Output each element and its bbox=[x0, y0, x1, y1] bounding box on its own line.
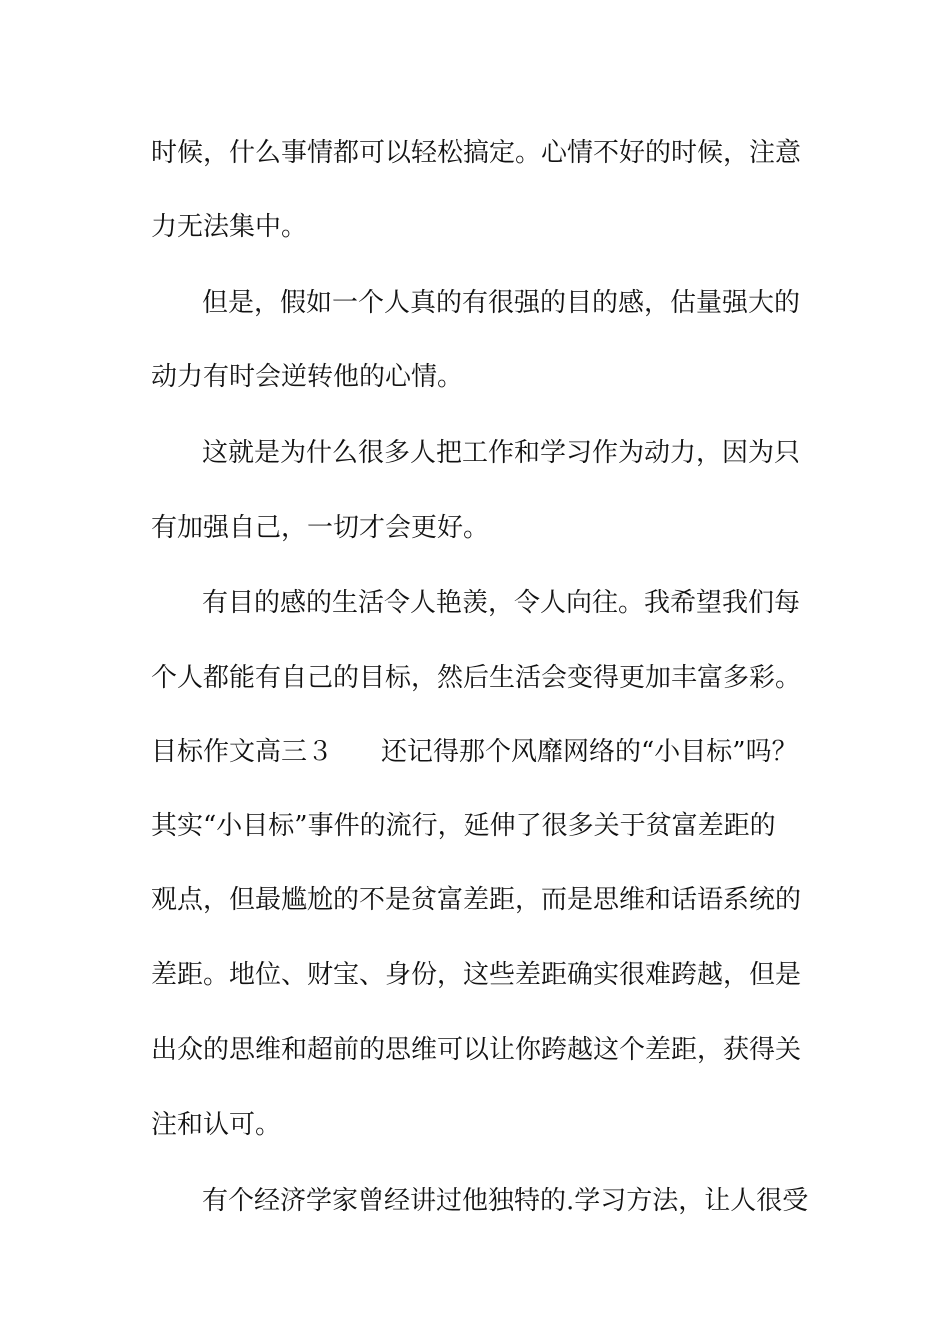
paragraph-line: 注和认可。 bbox=[151, 1110, 282, 1140]
paragraph-line: 有目的感的生活令人艳羡，令人向往。我希望我们每 bbox=[202, 588, 801, 618]
paragraph-line: 有个经济学家曾经讲过他独特的.学习方法，让人很受 bbox=[202, 1186, 809, 1216]
paragraph-line: 时候，什么事情都可以轻松搞定。心情不好的时候，注意 bbox=[151, 138, 802, 168]
paragraph-line: 有加强自己，一切才会更好。 bbox=[151, 513, 490, 543]
paragraph-line: 但是，假如一个人真的有很强的目的感，估量强大的 bbox=[202, 288, 801, 318]
paragraph-line: 这就是为什么很多人把工作和学习作为动力，因为只 bbox=[202, 438, 801, 468]
paragraph-line: 动力有时会逆转他的心情。 bbox=[151, 362, 464, 392]
section-first-sentence: 还记得那个风靡网络的“小目标”吗？ bbox=[381, 737, 798, 767]
paragraph-line: 出众的思维和超前的思维可以让你跨越这个差距，获得关 bbox=[151, 1035, 802, 1065]
section-heading-line bbox=[151, 732, 798, 772]
paragraph-line: 个人都能有自己的目标，然后生活会变得更加丰富多彩。 bbox=[151, 663, 802, 693]
paragraph-line: 力无法集中。 bbox=[151, 212, 308, 242]
paragraph-line: 观点，但最尴尬的不是贫富差距，而是思维和话语系统的 bbox=[151, 885, 802, 915]
paragraph-line: 其实“小目标”事件的流行，延伸了很多关于贫富差距的 bbox=[151, 811, 776, 841]
paragraph-line: 差距。地位、财宝、身份，这些差距确实很难跨越，但是 bbox=[151, 960, 802, 990]
section-heading: 目标作文高三３ bbox=[151, 737, 334, 767]
